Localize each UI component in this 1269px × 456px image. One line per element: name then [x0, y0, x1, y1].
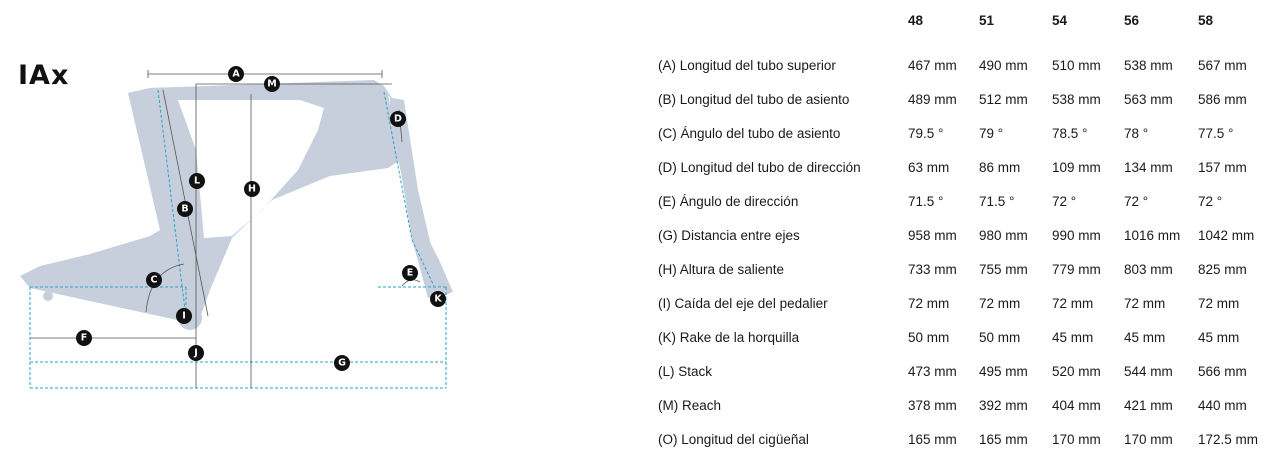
label-L — [189, 173, 205, 189]
row-value: 165 mm — [908, 432, 957, 447]
size-header: 58 — [1198, 13, 1214, 28]
label-D — [390, 111, 406, 127]
row-value: 392 mm — [979, 398, 1028, 413]
row-value: 779 mm — [1052, 262, 1101, 277]
row-value: 63 mm — [908, 160, 950, 175]
row-value: 45 mm — [1124, 330, 1166, 345]
row-value: 72 mm — [1198, 296, 1240, 311]
size-header: 51 — [979, 13, 995, 28]
svg-text:G: G — [338, 357, 346, 369]
row-value: 567 mm — [1198, 58, 1247, 73]
svg-text:B: B — [181, 203, 189, 215]
row-value: 86 mm — [979, 160, 1021, 175]
row-label: (O) Longitud del cigüeñal — [658, 432, 809, 447]
row-value: 538 mm — [1124, 58, 1173, 73]
row-value: 134 mm — [1124, 160, 1173, 175]
row-value: 520 mm — [1052, 364, 1101, 379]
row-value: 586 mm — [1198, 92, 1247, 107]
row-value: 563 mm — [1124, 92, 1173, 107]
row-value: 72 mm — [1052, 296, 1094, 311]
svg-text:F: F — [80, 332, 88, 344]
row-value: 467 mm — [908, 58, 957, 73]
row-value: 172.5 mm — [1198, 432, 1259, 447]
row-value: 71.5 ° — [979, 194, 1015, 209]
row-value: 544 mm — [1124, 364, 1173, 379]
row-value: 72 ° — [1052, 194, 1077, 209]
row-value: 72 ° — [1198, 194, 1223, 209]
row-value: 421 mm — [1124, 398, 1173, 413]
label-I — [176, 308, 192, 324]
svg-text:C: C — [150, 274, 158, 286]
row-value: 990 mm — [1052, 228, 1101, 243]
label-G — [334, 355, 350, 371]
row-label: (E) Ángulo de dirección — [658, 194, 799, 209]
label-M — [264, 76, 280, 92]
row-label: (C) Ángulo del tubo de asiento — [658, 126, 841, 141]
row-value: 77.5 ° — [1198, 126, 1234, 141]
row-label: (L) Stack — [658, 364, 713, 379]
svg-text:E: E — [406, 267, 414, 279]
row-value: 980 mm — [979, 228, 1028, 243]
row-value: 170 mm — [1052, 432, 1101, 447]
size-header: 48 — [908, 13, 924, 28]
row-label: (M) Reach — [658, 398, 722, 413]
row-value: 109 mm — [1052, 160, 1101, 175]
label-J — [188, 345, 204, 361]
label-H — [244, 181, 260, 197]
row-value: 1016 mm — [1124, 228, 1181, 243]
row-value: 79 ° — [979, 126, 1004, 141]
size-header: 54 — [1052, 13, 1068, 28]
row-label: (D) Longitud del tubo de dirección — [658, 160, 861, 175]
row-value: 495 mm — [979, 364, 1028, 379]
row-value: 1042 mm — [1198, 228, 1255, 243]
row-label: (G) Distancia entre ejes — [658, 228, 800, 243]
svg-text:J: J — [194, 347, 198, 359]
row-value: 440 mm — [1198, 398, 1247, 413]
svg-text:M: M — [267, 78, 277, 90]
svg-text:K: K — [434, 293, 442, 305]
row-value: 510 mm — [1052, 58, 1101, 73]
svg-text:L: L — [193, 175, 201, 187]
label-F — [76, 330, 92, 346]
row-value: 71.5 ° — [908, 194, 944, 209]
row-value: 50 mm — [979, 330, 1021, 345]
row-value: 72 ° — [1124, 194, 1149, 209]
row-value: 45 mm — [1198, 330, 1240, 345]
row-value: 566 mm — [1198, 364, 1247, 379]
label-K — [430, 291, 446, 307]
svg-text:H: H — [248, 183, 256, 195]
row-value: 79.5 ° — [908, 126, 944, 141]
row-value: 473 mm — [908, 364, 957, 379]
row-value: 803 mm — [1124, 262, 1173, 277]
row-value: 733 mm — [908, 262, 957, 277]
svg-text:I: I — [182, 310, 186, 322]
row-value: 538 mm — [1052, 92, 1101, 107]
label-C — [146, 272, 162, 288]
row-label: (K) Rake de la horquilla — [658, 330, 800, 345]
svg-text:A: A — [232, 68, 240, 80]
row-value: 78 ° — [1124, 126, 1149, 141]
row-value: 50 mm — [908, 330, 950, 345]
row-value: 404 mm — [1052, 398, 1101, 413]
row-value: 489 mm — [908, 92, 957, 107]
row-value: 72 mm — [1124, 296, 1166, 311]
row-label: (B) Longitud del tubo de asiento — [658, 92, 850, 107]
row-value: 170 mm — [1124, 432, 1173, 447]
row-label: (A) Longitud del tubo superior — [658, 58, 836, 73]
row-label: (I) Caída del eje del pedalier — [658, 296, 828, 311]
row-label: (H) Altura de saliente — [658, 262, 785, 277]
label-E — [402, 265, 418, 281]
row-value: 72 mm — [908, 296, 950, 311]
size-header: 56 — [1124, 13, 1140, 28]
row-value: 512 mm — [979, 92, 1028, 107]
label-A — [228, 66, 244, 82]
row-value: 72 mm — [979, 296, 1021, 311]
row-value: 165 mm — [979, 432, 1028, 447]
model-logo: IAx — [18, 60, 70, 91]
frame-silhouette — [20, 80, 453, 330]
row-value: 78.5 ° — [1052, 126, 1088, 141]
label-B — [177, 201, 193, 217]
frame-geometry-diagram — [0, 0, 470, 456]
row-value: 825 mm — [1198, 262, 1247, 277]
row-value: 45 mm — [1052, 330, 1094, 345]
row-value: 490 mm — [979, 58, 1028, 73]
svg-text:D: D — [394, 113, 402, 125]
row-value: 958 mm — [908, 228, 957, 243]
row-value: 378 mm — [908, 398, 957, 413]
row-value: 755 mm — [979, 262, 1028, 277]
row-value: 157 mm — [1198, 160, 1247, 175]
